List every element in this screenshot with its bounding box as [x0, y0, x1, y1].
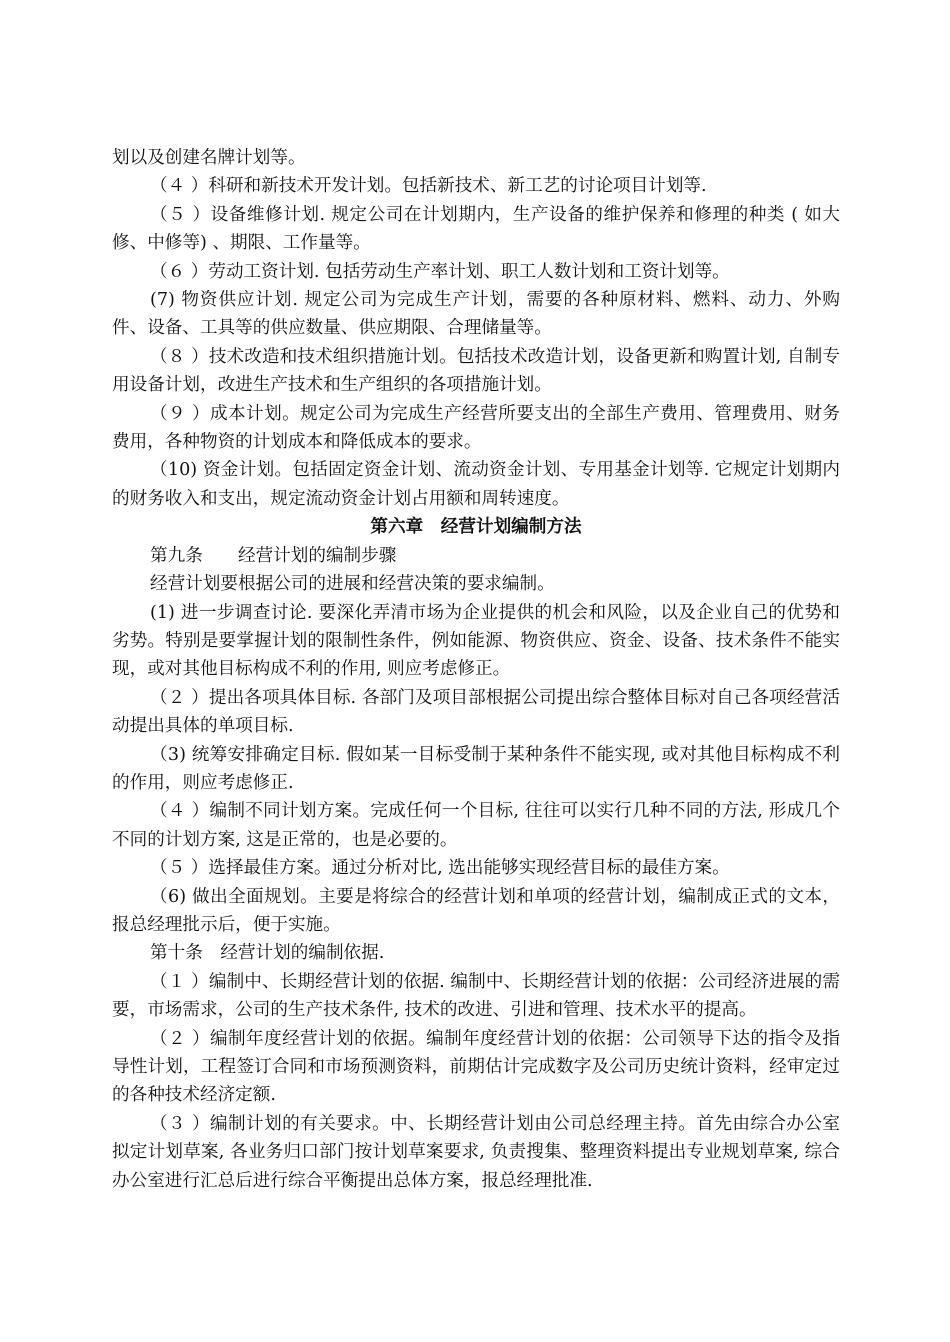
basis-1: （１ ）编制中、长期经营计划的依据. 编制中、长期经营计划的依据：公司经济进展的需要，市场需求，公司的生产技术条件, 技术的改进、引进和管理、技术水平的提高。 [112, 971, 840, 1021]
paragraph-3: （６ ）劳动工资计划. 包括劳动生产率计划、职工人数计划和工资计划等。 [150, 261, 730, 282]
paragraph-5: （８ ）技术改造和技术组织措施计划。包括技术改造计划，设备更新和购置计划, 自制专用设备计划，改进生产技术和生产组织的各项措施计划。 [112, 346, 840, 396]
paragraph-7: （10) 资金计划。包括固定资金计划、流动资金计划、专用基金计划等. 它规定计划期内的财务收入和支出，规定流动资金计划占用额和周转速度。 [112, 460, 840, 509]
step-1: (1) 进一步调查讨论. 要深化弄清市场为企业提供的机会和风险，以及企业自己的优势和劣势。特别是要掌握计划的限制性条件，例如能源、物资供应、资金、设备、技术条件不能实现，或对其他目标构成不利的作用, 则应考虑修正。 [112, 602, 840, 680]
paragraph-6: （９ ）成本计划。规定公司为完成生产经营所要支出的全部生产费用、管理费用、财务费用，各种物资的计划成本和降低成本的要求。 [112, 403, 840, 453]
section-plans-list [112, 144, 840, 513]
paragraph-1: （４ ）科研和新技术开发计划。包括新技术、新工艺的讨论项目计划等. [150, 176, 707, 197]
paragraph-4: (7) 物资供应计划. 规定公司为完成生产计划，需要的各种原材料、燃料、动力、外购件、设备、工具等的供应数量、供应期限、合理储量等。 [112, 290, 840, 339]
chapter-title: 第六章 经营计划编制方法 [370, 517, 582, 538]
step-6: （6) 做出全面规划。主要是将综合的经营计划和单项的经营计划，编制成正式的文本，报总经理批示后，便于实施。 [112, 886, 840, 935]
article-10-heading: 第十条 经营计划的编制依据. [150, 943, 385, 964]
basis-2: （２ ）编制年度经营计划的依据。编制年度经营计划的依据：公司领导下达的指令及指导性计划，工程签订合同和市场预测资料，前期估计完成数字及公司历史统计资料，经审定过的各种技术经济定额. [112, 1028, 840, 1106]
paragraph-0: 划以及创建名牌计划等。 [112, 148, 306, 168]
paragraph-2: （５ ）设备维修计划. 规定公司在计划期内，生产设备的维护保养和修理的种类 ( 如大修、中修等) 、期限、工作量等。 [112, 204, 840, 254]
step-3: （3) 统筹安排确定目标. 假如某一目标受制于某种条件不能实现, 或对其他目标构成不利的作用，则应考虑修正. [112, 744, 840, 793]
article-9-heading: 第九条 经营计划的编制步骤 [150, 545, 397, 566]
section-methods [112, 542, 840, 1195]
step-2: （２ ）提出各项具体目标. 各部门及项目部根据公司提出综合整体目标对自己各项经营活动提出具体的单项目标. [112, 687, 840, 737]
step-5: （５ ）选择最佳方案。通过分析对比, 选出能够实现经营目标的最佳方案。 [150, 858, 730, 879]
basis-3: （３ ）编制计划的有关要求。中、长期经营计划由公司总经理主持。首先由综合办公室拟定计划草案, 各业务归口部门按计划草案要求, 负责搜集、整理资料提出专业规划草案, 综合办公室进行汇总后进行综合平衡提出总体方案，报总经理批准. [112, 1113, 840, 1191]
step-4: （４ ）编制不同计划方案。完成任何一个目标, 往往可以实行几种不同的方法, 形成几个不同的计划方案, 这是正常的，也是必要的。 [112, 801, 840, 850]
document-page [112, 144, 840, 1195]
paragraph-intro: 经营计划要根据公司的进展和经营决策的要求编制。 [150, 574, 555, 595]
